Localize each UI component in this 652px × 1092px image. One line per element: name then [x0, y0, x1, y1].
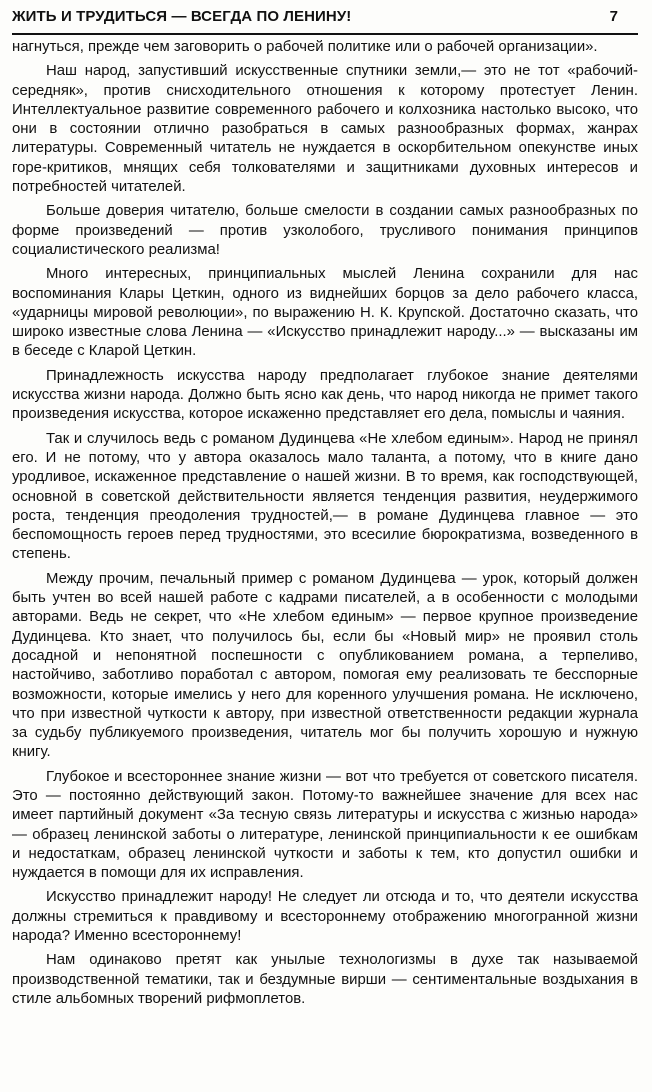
paragraph-7: Между прочим, печальный пример с романом Дудинцева — урок, который должен быть учтен во всей нашей работе с кадрами писателей, а в особенности с молодыми авторами. Ведь не секрет, что «Не хлебом единым» — первое крупное произведение Дудинцева. Кто знает, что получилось бы, если бы «Новый мир» не проявил столь досадной и непонятной поспешности с опубликованием романа, а терпеливо, настойчиво, заботливо поработал с автором, помогая ему реализовать те бесспорные возможности, которые имелись у него для коренного улучшения романа. Не исключено, что при известной чуткости к автору, при известной ответственности редакции журнала за судьбу публикуемого произведения, читатель мог бы получить хорошую и нужную книгу.: [12, 570, 638, 761]
paragraph-10: Нам одинаково претят как унылые технологизмы в духе так называемой производственной тематики, так и бездумные вирши — сентиментальные воздыхания в стиле альбомных творений рифмоплетов.: [12, 952, 638, 1007]
paragraph-5: Принадлежность искусства народу предполагает глубокое знание деятелями искусства жизни народа. Должно быть ясно как день, что народ никогда не примет такого произведения искусства, которое искаженно представляет его дела, помыслы и чаяния.: [12, 367, 638, 423]
paragraph-2: Наш народ, запустивший искусственные спутники земли,— это не тот «рабочий-середняк», против снисходительного отношения к которому протестует Ленин. Интеллектуальное развитие современного рабочего и колхозника настолько высоко, что они в состоянии отлично разобраться в самых разнообразных формах, жанрах литературы. Современный читатель не нуждается в оскорбительном опекунстве иных горе-критиков, мнящих себя толкователями и защитниками духовных интересов и потребностей читателей.: [12, 63, 638, 196]
paragraph-3: Больше доверия читателю, больше смелости в создании самых разнообразных по форме произведений — против узколобого, трусливого понимания принципов социалистического реализма!: [12, 203, 638, 258]
page-number: 7: [609, 8, 618, 25]
paragraph-6: Так и случилось ведь с романом Дудинцева «Не хлебом единым». Народ не принял его. И не потому, что у автора оказалось мало таланта, а потому, что в книге дано уродливое, искаженное представление о нашей жизни. В то время, как господствующей, основной в советской действительности является тенденция развития, неудержимого роста, тенденция преодоления трудностей,— в романе Дудинцева главное — это беспомощность героев перед трудностями, это всесилие бюрократизма, возведенного в степень.: [12, 430, 638, 563]
running-header-title: ЖИТЬ И ТРУДИТЬСЯ — ВСЕГДА ПО ЛЕНИНУ!: [12, 8, 352, 25]
paragraph-1: нагнуться, прежде чем заговорить о рабочей политике или о рабочей организации».: [12, 39, 598, 55]
paragraph-4: Много интересных, принципиальных мыслей Ленина сохранили для нас воспоминания Клары Цеткин, одного из виднейших борцов за дело рабочего класса, «ударницы мировой революции», по выражению Н. К. Крупской. Достаточно сказать, что широко известные слова Ленина — «Искусство принадлежит народу...» — высказаны им в беседе с Кларой Цеткин.: [12, 266, 638, 360]
paragraph-8: Глубокое и всестороннее знание жизни — вот что требуется от советского писателя. Это — постоянно действующий закон. Потому-то важнейшее значение для всех нас имеет партийный документ «За тесную связь литературы и искусства с жизнью народа» — образец ленинской заботы о литературе, ленинской принципиальности к ее ошибкам и недостаткам, образец ленинской чуткости и заботы к тем, кто допустил ошибки и нуждается в помощи для их исправления.: [12, 768, 638, 882]
article-body: [12, 38, 638, 1009]
header-divider: [12, 33, 638, 35]
paragraph-9: Искусство принадлежит народу! Не следует ли отсюда и то, что деятели искусства должны стремиться к правдивому и всестороннему отображению многогранной жизни народа? Именно всестороннему!: [12, 889, 638, 945]
running-header: [12, 8, 638, 30]
